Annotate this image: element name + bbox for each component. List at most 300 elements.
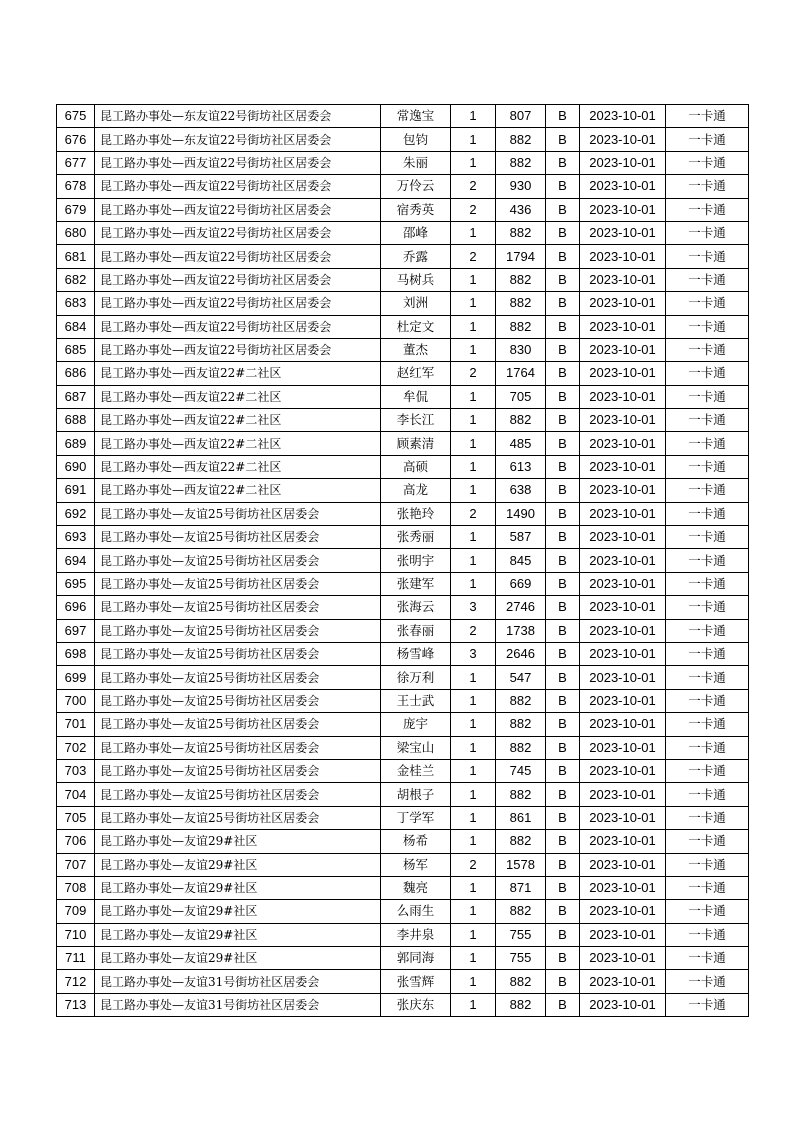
payment-method-cell: 一卡通 — [666, 759, 749, 782]
date-cell: 2023-10-01 — [580, 385, 666, 408]
date-cell: 2023-10-01 — [580, 806, 666, 829]
row-number-cell: 681 — [57, 245, 95, 268]
date-cell: 2023-10-01 — [580, 900, 666, 923]
table-row — [57, 385, 749, 408]
amount-cell: 882 — [496, 900, 546, 923]
payment-method-cell: 一卡通 — [666, 619, 749, 642]
table-row — [57, 105, 749, 128]
community-cell: 昆工路办事处—西友谊22#二社区 — [95, 385, 381, 408]
category-cell: B — [546, 432, 580, 455]
amount-cell: 638 — [496, 479, 546, 502]
community-cell: 昆工路办事处—东友谊22号街坊社区居委会 — [95, 105, 381, 128]
category-cell: B — [546, 315, 580, 338]
date-cell: 2023-10-01 — [580, 783, 666, 806]
community-cell: 昆工路办事处—友谊25号街坊社区居委会 — [95, 783, 381, 806]
date-cell: 2023-10-01 — [580, 151, 666, 174]
date-cell: 2023-10-01 — [580, 642, 666, 665]
table-row — [57, 502, 749, 525]
amount-cell: 830 — [496, 338, 546, 361]
community-cell: 昆工路办事处—西友谊22#二社区 — [95, 479, 381, 502]
person-name-cell: 张春丽 — [381, 619, 451, 642]
people-count-cell: 1 — [451, 666, 496, 689]
people-count-cell: 1 — [451, 432, 496, 455]
row-number-cell: 685 — [57, 338, 95, 361]
community-cell: 昆工路办事处—友谊25号街坊社区居委会 — [95, 526, 381, 549]
row-number-cell: 684 — [57, 315, 95, 338]
people-count-cell: 3 — [451, 596, 496, 619]
category-cell: B — [546, 947, 580, 970]
table-row — [57, 596, 749, 619]
table-row — [57, 268, 749, 291]
row-number-cell: 698 — [57, 642, 95, 665]
person-name-cell: 庞宇 — [381, 713, 451, 736]
person-name-cell: 张雪辉 — [381, 970, 451, 993]
payment-method-cell: 一卡通 — [666, 947, 749, 970]
date-cell: 2023-10-01 — [580, 993, 666, 1016]
amount-cell: 436 — [496, 198, 546, 221]
payment-method-cell: 一卡通 — [666, 970, 749, 993]
category-cell: B — [546, 666, 580, 689]
date-cell: 2023-10-01 — [580, 432, 666, 455]
row-number-cell: 678 — [57, 175, 95, 198]
date-cell: 2023-10-01 — [580, 455, 666, 478]
person-name-cell: 梁宝山 — [381, 736, 451, 759]
payment-method-cell: 一卡通 — [666, 526, 749, 549]
amount-cell: 882 — [496, 151, 546, 174]
payment-method-cell: 一卡通 — [666, 128, 749, 151]
table-row — [57, 666, 749, 689]
category-cell: B — [546, 970, 580, 993]
person-name-cell: 高硕 — [381, 455, 451, 478]
community-cell: 昆工路办事处—西友谊22号街坊社区居委会 — [95, 221, 381, 244]
table-row — [57, 619, 749, 642]
amount-cell: 587 — [496, 526, 546, 549]
amount-cell: 930 — [496, 175, 546, 198]
date-cell: 2023-10-01 — [580, 221, 666, 244]
payment-method-cell: 一卡通 — [666, 642, 749, 665]
people-count-cell: 1 — [451, 947, 496, 970]
amount-cell: 882 — [496, 268, 546, 291]
table-body — [57, 105, 749, 1017]
amount-cell: 1578 — [496, 853, 546, 876]
amount-cell: 613 — [496, 455, 546, 478]
date-cell: 2023-10-01 — [580, 666, 666, 689]
person-name-cell: 李井泉 — [381, 923, 451, 946]
table-row — [57, 970, 749, 993]
payment-method-cell: 一卡通 — [666, 572, 749, 595]
date-cell: 2023-10-01 — [580, 362, 666, 385]
people-count-cell: 1 — [451, 806, 496, 829]
date-cell: 2023-10-01 — [580, 128, 666, 151]
category-cell: B — [546, 853, 580, 876]
payment-method-cell: 一卡通 — [666, 409, 749, 432]
row-number-cell: 676 — [57, 128, 95, 151]
people-count-cell: 1 — [451, 221, 496, 244]
community-cell: 昆工路办事处—友谊29#社区 — [95, 900, 381, 923]
community-cell: 昆工路办事处—友谊25号街坊社区居委会 — [95, 549, 381, 572]
date-cell: 2023-10-01 — [580, 713, 666, 736]
person-name-cell: 杜定文 — [381, 315, 451, 338]
category-cell: B — [546, 596, 580, 619]
people-count-cell: 1 — [451, 876, 496, 899]
category-cell: B — [546, 221, 580, 244]
date-cell: 2023-10-01 — [580, 619, 666, 642]
community-cell: 昆工路办事处—友谊31号街坊社区居委会 — [95, 993, 381, 1016]
row-number-cell: 688 — [57, 409, 95, 432]
date-cell: 2023-10-01 — [580, 479, 666, 502]
row-number-cell: 706 — [57, 830, 95, 853]
table-row — [57, 245, 749, 268]
table-row — [57, 572, 749, 595]
date-cell: 2023-10-01 — [580, 245, 666, 268]
date-cell: 2023-10-01 — [580, 198, 666, 221]
people-count-cell: 1 — [451, 479, 496, 502]
community-cell: 昆工路办事处—友谊25号街坊社区居委会 — [95, 619, 381, 642]
person-name-cell: 万伶云 — [381, 175, 451, 198]
row-number-cell: 700 — [57, 689, 95, 712]
category-cell: B — [546, 876, 580, 899]
row-number-cell: 711 — [57, 947, 95, 970]
category-cell: B — [546, 713, 580, 736]
payment-method-cell: 一卡通 — [666, 713, 749, 736]
community-cell: 昆工路办事处—友谊25号街坊社区居委会 — [95, 642, 381, 665]
table-row — [57, 713, 749, 736]
people-count-cell: 1 — [451, 526, 496, 549]
date-cell: 2023-10-01 — [580, 923, 666, 946]
people-count-cell: 1 — [451, 549, 496, 572]
community-cell: 昆工路办事处—友谊25号街坊社区居委会 — [95, 666, 381, 689]
amount-cell: 705 — [496, 385, 546, 408]
person-name-cell: 刘洲 — [381, 292, 451, 315]
table-row — [57, 198, 749, 221]
person-name-cell: 马树兵 — [381, 268, 451, 291]
people-count-cell: 1 — [451, 572, 496, 595]
person-name-cell: 郭同海 — [381, 947, 451, 970]
date-cell: 2023-10-01 — [580, 268, 666, 291]
payment-method-cell: 一卡通 — [666, 689, 749, 712]
table-row — [57, 479, 749, 502]
community-cell: 昆工路办事处—友谊25号街坊社区居委会 — [95, 736, 381, 759]
table-row — [57, 128, 749, 151]
community-cell: 昆工路办事处—友谊25号街坊社区居委会 — [95, 596, 381, 619]
people-count-cell: 1 — [451, 455, 496, 478]
category-cell: B — [546, 479, 580, 502]
community-cell: 昆工路办事处—西友谊22#二社区 — [95, 362, 381, 385]
person-name-cell: 董杰 — [381, 338, 451, 361]
community-cell: 昆工路办事处—友谊25号街坊社区居委会 — [95, 713, 381, 736]
person-name-cell: 徐万利 — [381, 666, 451, 689]
category-cell: B — [546, 292, 580, 315]
date-cell: 2023-10-01 — [580, 105, 666, 128]
category-cell: B — [546, 105, 580, 128]
category-cell: B — [546, 362, 580, 385]
amount-cell: 882 — [496, 689, 546, 712]
person-name-cell: 常逸宝 — [381, 105, 451, 128]
people-count-cell: 2 — [451, 853, 496, 876]
row-number-cell: 691 — [57, 479, 95, 502]
community-cell: 昆工路办事处—友谊25号街坊社区居委会 — [95, 759, 381, 782]
date-cell: 2023-10-01 — [580, 549, 666, 572]
community-cell: 昆工路办事处—西友谊22号街坊社区居委会 — [95, 292, 381, 315]
amount-cell: 861 — [496, 806, 546, 829]
category-cell: B — [546, 549, 580, 572]
row-number-cell: 712 — [57, 970, 95, 993]
category-cell: B — [546, 993, 580, 1016]
person-name-cell: 宿秀英 — [381, 198, 451, 221]
people-count-cell: 1 — [451, 783, 496, 806]
payment-method-cell: 一卡通 — [666, 479, 749, 502]
payment-method-cell: 一卡通 — [666, 198, 749, 221]
payment-method-cell: 一卡通 — [666, 268, 749, 291]
community-cell: 昆工路办事处—西友谊22号街坊社区居委会 — [95, 268, 381, 291]
row-number-cell: 695 — [57, 572, 95, 595]
amount-cell: 882 — [496, 830, 546, 853]
person-name-cell: 乔露 — [381, 245, 451, 268]
table-row — [57, 689, 749, 712]
date-cell: 2023-10-01 — [580, 689, 666, 712]
amount-cell: 1764 — [496, 362, 546, 385]
people-count-cell: 1 — [451, 736, 496, 759]
table-row — [57, 830, 749, 853]
table-row — [57, 783, 749, 806]
people-count-cell: 1 — [451, 338, 496, 361]
person-name-cell: 丁学军 — [381, 806, 451, 829]
amount-cell: 845 — [496, 549, 546, 572]
row-number-cell: 713 — [57, 993, 95, 1016]
table-row — [57, 947, 749, 970]
category-cell: B — [546, 806, 580, 829]
people-count-cell: 2 — [451, 175, 496, 198]
row-number-cell: 692 — [57, 502, 95, 525]
row-number-cell: 689 — [57, 432, 95, 455]
community-cell: 昆工路办事处—友谊29#社区 — [95, 876, 381, 899]
amount-cell: 882 — [496, 128, 546, 151]
person-name-cell: 牟侃 — [381, 385, 451, 408]
people-count-cell: 1 — [451, 151, 496, 174]
date-cell: 2023-10-01 — [580, 175, 666, 198]
person-name-cell: 胡根子 — [381, 783, 451, 806]
amount-cell: 1794 — [496, 245, 546, 268]
row-number-cell: 675 — [57, 105, 95, 128]
category-cell: B — [546, 268, 580, 291]
date-cell: 2023-10-01 — [580, 409, 666, 432]
people-count-cell: 1 — [451, 385, 496, 408]
row-number-cell: 696 — [57, 596, 95, 619]
date-cell: 2023-10-01 — [580, 338, 666, 361]
date-cell: 2023-10-01 — [580, 876, 666, 899]
people-count-cell: 2 — [451, 502, 496, 525]
table-row — [57, 876, 749, 899]
people-count-cell: 1 — [451, 409, 496, 432]
people-count-cell: 1 — [451, 315, 496, 338]
community-cell: 昆工路办事处—友谊31号街坊社区居委会 — [95, 970, 381, 993]
row-number-cell: 686 — [57, 362, 95, 385]
table-row — [57, 759, 749, 782]
people-count-cell: 2 — [451, 245, 496, 268]
people-count-cell: 1 — [451, 292, 496, 315]
community-cell: 昆工路办事处—西友谊22号街坊社区居委会 — [95, 175, 381, 198]
category-cell: B — [546, 151, 580, 174]
people-count-cell: 1 — [451, 128, 496, 151]
person-name-cell: 朱丽 — [381, 151, 451, 174]
date-cell: 2023-10-01 — [580, 830, 666, 853]
amount-cell: 807 — [496, 105, 546, 128]
person-name-cell: 包钧 — [381, 128, 451, 151]
date-cell: 2023-10-01 — [580, 947, 666, 970]
community-cell: 昆工路办事处—友谊29#社区 — [95, 923, 381, 946]
amount-cell: 2746 — [496, 596, 546, 619]
category-cell: B — [546, 736, 580, 759]
category-cell: B — [546, 409, 580, 432]
table-row — [57, 526, 749, 549]
person-name-cell: 顾素清 — [381, 432, 451, 455]
person-name-cell: 杨军 — [381, 853, 451, 876]
category-cell: B — [546, 900, 580, 923]
category-cell: B — [546, 385, 580, 408]
table-row — [57, 455, 749, 478]
date-cell: 2023-10-01 — [580, 526, 666, 549]
payment-method-cell: 一卡通 — [666, 245, 749, 268]
people-count-cell: 1 — [451, 268, 496, 291]
person-name-cell: 李长江 — [381, 409, 451, 432]
people-count-cell: 1 — [451, 689, 496, 712]
person-name-cell: 张建军 — [381, 572, 451, 595]
table-row — [57, 642, 749, 665]
table-row — [57, 806, 749, 829]
people-count-cell: 2 — [451, 619, 496, 642]
table-row — [57, 549, 749, 572]
person-name-cell: 魏亮 — [381, 876, 451, 899]
amount-cell: 882 — [496, 221, 546, 244]
person-name-cell: 么雨生 — [381, 900, 451, 923]
community-cell: 昆工路办事处—西友谊22#二社区 — [95, 432, 381, 455]
community-cell: 昆工路办事处—友谊25号街坊社区居委会 — [95, 689, 381, 712]
community-cell: 昆工路办事处—友谊25号街坊社区居委会 — [95, 572, 381, 595]
table-row — [57, 432, 749, 455]
row-number-cell: 677 — [57, 151, 95, 174]
community-cell: 昆工路办事处—西友谊22号街坊社区居委会 — [95, 151, 381, 174]
row-number-cell: 705 — [57, 806, 95, 829]
people-count-cell: 1 — [451, 105, 496, 128]
row-number-cell: 701 — [57, 713, 95, 736]
payment-method-cell: 一卡通 — [666, 900, 749, 923]
community-cell: 昆工路办事处—友谊29#社区 — [95, 830, 381, 853]
category-cell: B — [546, 619, 580, 642]
table-row — [57, 175, 749, 198]
payment-method-cell: 一卡通 — [666, 853, 749, 876]
row-number-cell: 679 — [57, 198, 95, 221]
people-count-cell: 1 — [451, 900, 496, 923]
person-name-cell: 高龙 — [381, 479, 451, 502]
person-name-cell: 金桂兰 — [381, 759, 451, 782]
community-cell: 昆工路办事处—西友谊22#二社区 — [95, 455, 381, 478]
people-count-cell: 1 — [451, 993, 496, 1016]
amount-cell: 882 — [496, 713, 546, 736]
table-row — [57, 151, 749, 174]
payment-method-cell: 一卡通 — [666, 666, 749, 689]
category-cell: B — [546, 175, 580, 198]
table-row — [57, 315, 749, 338]
amount-cell: 755 — [496, 923, 546, 946]
row-number-cell: 687 — [57, 385, 95, 408]
person-name-cell: 张秀丽 — [381, 526, 451, 549]
payment-method-cell: 一卡通 — [666, 783, 749, 806]
people-count-cell: 1 — [451, 923, 496, 946]
amount-cell: 882 — [496, 292, 546, 315]
payment-method-cell: 一卡通 — [666, 876, 749, 899]
table-row — [57, 221, 749, 244]
category-cell: B — [546, 830, 580, 853]
category-cell: B — [546, 455, 580, 478]
date-cell: 2023-10-01 — [580, 759, 666, 782]
amount-cell: 669 — [496, 572, 546, 595]
person-name-cell: 张艳玲 — [381, 502, 451, 525]
people-count-cell: 1 — [451, 759, 496, 782]
row-number-cell: 707 — [57, 853, 95, 876]
table-row — [57, 292, 749, 315]
amount-cell: 485 — [496, 432, 546, 455]
category-cell: B — [546, 198, 580, 221]
category-cell: B — [546, 642, 580, 665]
payment-method-cell: 一卡通 — [666, 596, 749, 619]
people-count-cell: 2 — [451, 198, 496, 221]
community-cell: 昆工路办事处—西友谊22#二社区 — [95, 409, 381, 432]
community-cell: 昆工路办事处—友谊29#社区 — [95, 947, 381, 970]
payment-method-cell: 一卡通 — [666, 105, 749, 128]
person-name-cell: 张庆东 — [381, 993, 451, 1016]
table-row — [57, 736, 749, 759]
person-name-cell: 张海云 — [381, 596, 451, 619]
payment-method-cell: 一卡通 — [666, 292, 749, 315]
amount-cell: 882 — [496, 993, 546, 1016]
payment-method-cell: 一卡通 — [666, 175, 749, 198]
person-name-cell: 邵峰 — [381, 221, 451, 244]
category-cell: B — [546, 689, 580, 712]
amount-cell: 882 — [496, 409, 546, 432]
row-number-cell: 697 — [57, 619, 95, 642]
table-row — [57, 338, 749, 361]
amount-cell: 882 — [496, 736, 546, 759]
community-cell: 昆工路办事处—西友谊22号街坊社区居委会 — [95, 245, 381, 268]
category-cell: B — [546, 338, 580, 361]
row-number-cell: 682 — [57, 268, 95, 291]
row-number-cell: 680 — [57, 221, 95, 244]
row-number-cell: 690 — [57, 455, 95, 478]
row-number-cell: 710 — [57, 923, 95, 946]
table-row — [57, 900, 749, 923]
people-count-cell: 1 — [451, 830, 496, 853]
category-cell: B — [546, 572, 580, 595]
community-cell: 昆工路办事处—西友谊22号街坊社区居委会 — [95, 198, 381, 221]
payment-method-cell: 一卡通 — [666, 151, 749, 174]
amount-cell: 755 — [496, 947, 546, 970]
date-cell: 2023-10-01 — [580, 292, 666, 315]
person-name-cell: 赵红军 — [381, 362, 451, 385]
payment-method-cell: 一卡通 — [666, 315, 749, 338]
people-count-cell: 2 — [451, 362, 496, 385]
amount-cell: 1490 — [496, 502, 546, 525]
community-cell: 昆工路办事处—西友谊22号街坊社区居委会 — [95, 338, 381, 361]
table-row — [57, 853, 749, 876]
people-count-cell: 1 — [451, 713, 496, 736]
payment-method-cell: 一卡通 — [666, 362, 749, 385]
category-cell: B — [546, 502, 580, 525]
person-name-cell: 王士武 — [381, 689, 451, 712]
category-cell: B — [546, 245, 580, 268]
person-name-cell: 杨雪峰 — [381, 642, 451, 665]
table-row — [57, 409, 749, 432]
community-cell: 昆工路办事处—西友谊22号街坊社区居委会 — [95, 315, 381, 338]
